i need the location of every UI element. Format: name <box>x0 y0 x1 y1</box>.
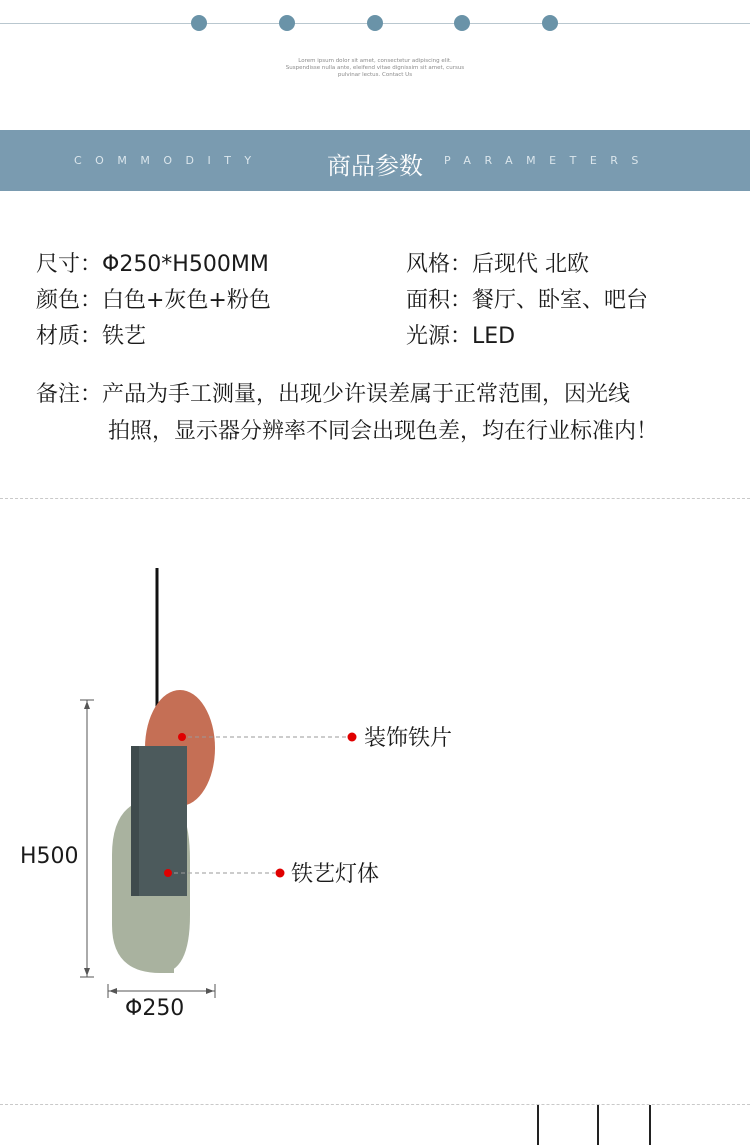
label-lamp-body: 铁艺灯体 <box>291 862 380 887</box>
marker-body-end <box>276 869 285 878</box>
decor-dot <box>279 15 295 31</box>
decor-dot <box>454 15 470 31</box>
spec-size: 尺寸：Φ250*H500MM <box>36 252 269 277</box>
lorem-line: Suspendisse nulla ante, eleifend vitae dignissim sit amet, cursus <box>285 65 465 71</box>
banner-title: 商品参数 <box>327 152 423 180</box>
label-diameter: Φ250 <box>125 996 185 1021</box>
spec-material: 材质：铁艺 <box>36 324 147 349</box>
bottom-divider <box>0 1104 750 1105</box>
bottom-rule <box>537 1105 539 1145</box>
lamp-body-shade <box>131 746 139 896</box>
marker-plate-end <box>348 733 357 742</box>
label-height: H500 <box>20 844 79 869</box>
banner-left-text: COMMODITY <box>74 154 265 167</box>
spec-style: 风格：后现代 北欧 <box>406 252 589 277</box>
marker-body <box>164 869 172 877</box>
banner-right-text: PARAMETERS <box>444 154 652 167</box>
label-decor-plate: 装饰铁片 <box>364 726 453 751</box>
decor-dot <box>191 15 207 31</box>
lamp-body <box>131 746 187 896</box>
decor-dot <box>367 15 383 31</box>
height-arrow-top <box>84 701 90 709</box>
lorem-line: pulvinar lectus. Contact Us <box>337 72 413 78</box>
note-line-2: 拍照，显示器分辨率不同会出现色差，均在行业标准内！ <box>108 419 659 444</box>
diameter-arrow-right <box>206 988 214 994</box>
spec-color: 颜色：白色+灰色+粉色 <box>36 288 271 313</box>
decor-dot <box>542 15 558 31</box>
note-line-1: 备注：产品为手工测量，出现少许误差属于正常范围，因光线 <box>36 382 631 407</box>
parameters-banner <box>0 130 750 191</box>
lorem-text <box>0 58 750 79</box>
marker-plate <box>178 733 186 741</box>
diameter-arrow-left <box>109 988 117 994</box>
height-arrow-bottom <box>84 968 90 976</box>
bottom-rule <box>649 1105 651 1145</box>
section-divider <box>0 498 750 499</box>
bottom-rule <box>597 1105 599 1145</box>
spec-light: 光源：LED <box>406 324 516 349</box>
spec-area: 面积：餐厅、卧室、吧台 <box>406 288 649 313</box>
lamp-diagram <box>0 560 750 1030</box>
lorem-line: Lorem ipsum dolor sit amet, consectetur adipiscing elit. <box>298 58 452 64</box>
